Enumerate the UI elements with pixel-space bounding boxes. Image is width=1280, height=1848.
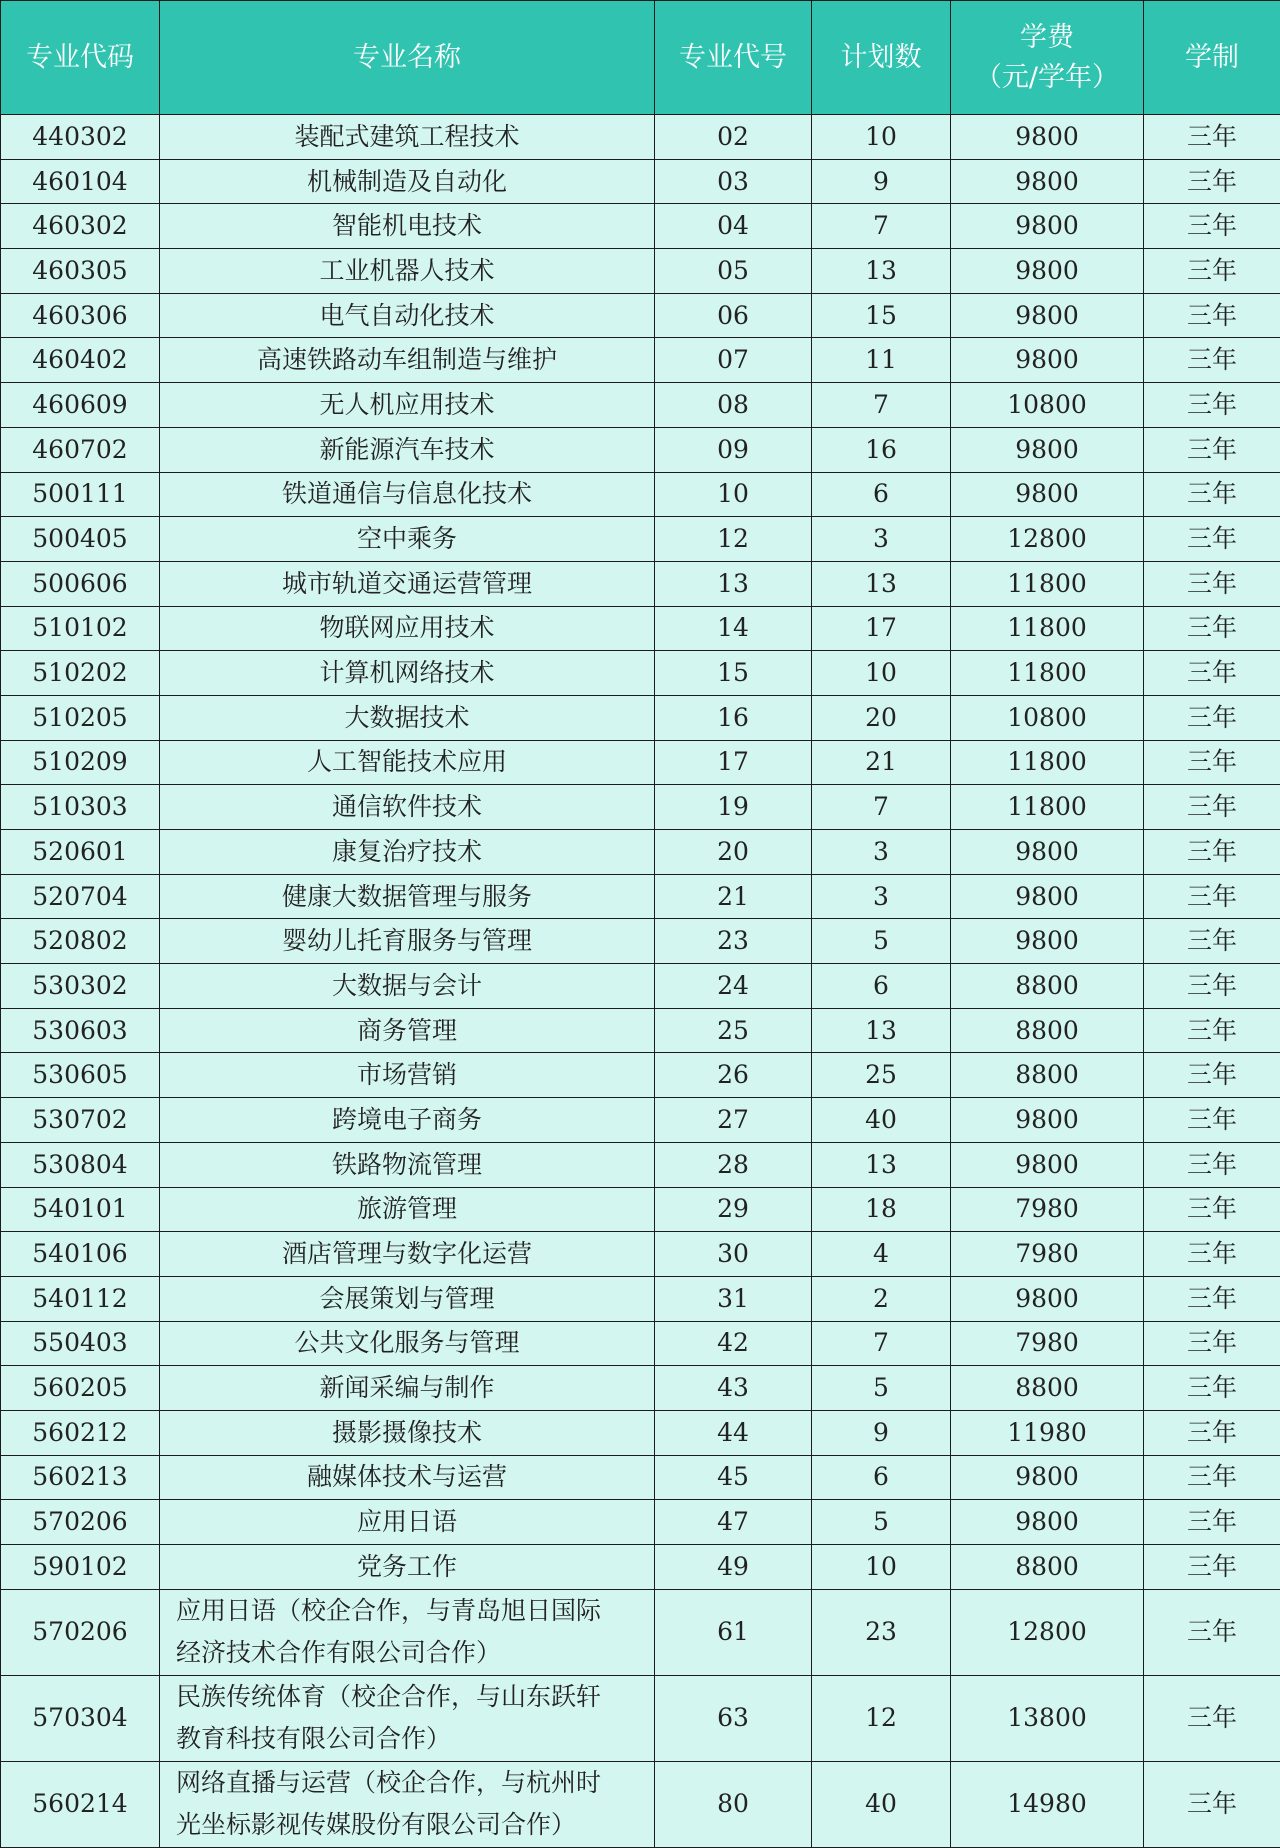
major-code-cell: 460104 — [1, 159, 160, 204]
major-name-cell — [160, 1589, 655, 1675]
table-row — [1, 159, 1280, 204]
major-name-cell: 旅游管理 — [160, 1187, 655, 1232]
tuition-cell: 8800 — [951, 964, 1144, 1009]
header-tuition-unit: （元/学年） — [951, 58, 1143, 98]
major-number-cell: 43 — [655, 1366, 812, 1411]
table-row — [1, 293, 1280, 338]
major-code-cell: 560212 — [1, 1410, 160, 1455]
major-name-cell: 大数据与会计 — [160, 964, 655, 1009]
major-name-cell: 商务管理 — [160, 1008, 655, 1053]
major-name-cell: 电气自动化技术 — [160, 293, 655, 338]
plan-count-cell: 13 — [812, 1142, 951, 1187]
duration-cell: 三年 — [1144, 1098, 1280, 1143]
tuition-cell: 9800 — [951, 1276, 1144, 1321]
duration-cell: 三年 — [1144, 561, 1280, 606]
table-row — [1, 517, 1280, 562]
major-code-cell: 500606 — [1, 561, 160, 606]
major-code-cell: 440302 — [1, 115, 160, 160]
major-code-cell: 460302 — [1, 204, 160, 249]
major-name-cell: 康复治疗技术 — [160, 830, 655, 875]
major-name-line-2: 教育科技有限公司合作） — [176, 1718, 640, 1760]
plan-count-cell: 20 — [812, 695, 951, 740]
major-code-cell: 500405 — [1, 517, 160, 562]
header-row — [1, 1, 1280, 115]
major-code-cell: 540101 — [1, 1187, 160, 1232]
tuition-cell: 9800 — [951, 293, 1144, 338]
plan-count-cell: 2 — [812, 1276, 951, 1321]
tuition-cell: 8800 — [951, 1053, 1144, 1098]
major-number-cell: 14 — [655, 606, 812, 651]
major-number-cell: 02 — [655, 115, 812, 160]
major-number-cell: 16 — [655, 695, 812, 740]
plan-count-cell: 10 — [812, 1545, 951, 1590]
major-code-cell: 570206 — [1, 1500, 160, 1545]
plan-count-cell: 23 — [812, 1589, 951, 1675]
major-number-cell: 26 — [655, 1053, 812, 1098]
plan-count-cell: 9 — [812, 1410, 951, 1455]
table-row — [1, 1321, 1280, 1366]
major-code-cell: 500111 — [1, 472, 160, 517]
table-row — [1, 1142, 1280, 1187]
table-row — [1, 1098, 1280, 1143]
duration-cell: 三年 — [1144, 1455, 1280, 1500]
plan-count-cell: 4 — [812, 1232, 951, 1277]
major-name-cell: 城市轨道交通运营管理 — [160, 561, 655, 606]
major-code-cell: 510202 — [1, 651, 160, 696]
tuition-cell: 9800 — [951, 159, 1144, 204]
tuition-cell: 9800 — [951, 830, 1144, 875]
major-number-cell: 63 — [655, 1675, 812, 1761]
duration-cell: 三年 — [1144, 517, 1280, 562]
tuition-cell: 7980 — [951, 1187, 1144, 1232]
duration-cell: 三年 — [1144, 740, 1280, 785]
major-number-cell: 44 — [655, 1410, 812, 1455]
tuition-cell: 14980 — [951, 1761, 1144, 1847]
duration-cell: 三年 — [1144, 383, 1280, 428]
major-number-cell: 10 — [655, 472, 812, 517]
plan-count-cell: 7 — [812, 1321, 951, 1366]
plan-count-cell: 11 — [812, 338, 951, 383]
table-row — [1, 561, 1280, 606]
major-number-cell: 20 — [655, 830, 812, 875]
major-name-cell — [160, 1761, 655, 1847]
table-row — [1, 427, 1280, 472]
major-code-cell: 530702 — [1, 1098, 160, 1143]
major-name-cell: 摄影摄像技术 — [160, 1410, 655, 1455]
major-number-cell: 28 — [655, 1142, 812, 1187]
major-number-cell: 25 — [655, 1008, 812, 1053]
duration-cell: 三年 — [1144, 1142, 1280, 1187]
major-code-cell: 460306 — [1, 293, 160, 338]
table-row — [1, 874, 1280, 919]
table-row — [1, 785, 1280, 830]
major-name-cell: 酒店管理与数字化运营 — [160, 1232, 655, 1277]
duration-cell: 三年 — [1144, 1008, 1280, 1053]
duration-cell: 三年 — [1144, 830, 1280, 875]
duration-cell: 三年 — [1144, 1500, 1280, 1545]
table-row — [1, 1187, 1280, 1232]
major-name-line-2: 光坐标影视传媒股份有限公司合作） — [176, 1804, 640, 1846]
table-row — [1, 606, 1280, 651]
plan-count-cell: 17 — [812, 606, 951, 651]
table-row — [1, 472, 1280, 517]
table-header — [1, 1, 1280, 115]
major-number-cell: 24 — [655, 964, 812, 1009]
table-row — [1, 1366, 1280, 1411]
duration-cell: 三年 — [1144, 651, 1280, 696]
plan-count-cell: 7 — [812, 383, 951, 428]
major-code-cell: 590102 — [1, 1545, 160, 1590]
tuition-cell: 9800 — [951, 874, 1144, 919]
major-code-cell: 560213 — [1, 1455, 160, 1500]
table-row — [1, 651, 1280, 696]
major-number-cell: 23 — [655, 919, 812, 964]
major-code-cell: 540112 — [1, 1276, 160, 1321]
duration-cell: 三年 — [1144, 606, 1280, 651]
table-row — [1, 383, 1280, 428]
plan-count-cell: 16 — [812, 427, 951, 472]
plan-count-cell: 10 — [812, 115, 951, 160]
major-code-cell: 520601 — [1, 830, 160, 875]
major-number-cell: 09 — [655, 427, 812, 472]
major-name-line-1: 民族传统体育（校企合作，与山东跃轩 — [176, 1676, 640, 1718]
tuition-cell: 10800 — [951, 695, 1144, 740]
plan-count-cell: 7 — [812, 204, 951, 249]
plan-count-cell: 7 — [812, 785, 951, 830]
tuition-cell: 9800 — [951, 472, 1144, 517]
tuition-cell: 9800 — [951, 204, 1144, 249]
table-row — [1, 1053, 1280, 1098]
tuition-cell: 9800 — [951, 1455, 1144, 1500]
table-row — [1, 204, 1280, 249]
major-name-cell: 公共文化服务与管理 — [160, 1321, 655, 1366]
major-name-cell: 婴幼儿托育服务与管理 — [160, 919, 655, 964]
plan-count-cell: 25 — [812, 1053, 951, 1098]
major-code-cell: 520802 — [1, 919, 160, 964]
major-code-cell: 550403 — [1, 1321, 160, 1366]
major-name-cell: 市场营销 — [160, 1053, 655, 1098]
duration-cell: 三年 — [1144, 1053, 1280, 1098]
major-number-cell: 27 — [655, 1098, 812, 1143]
tuition-cell: 11800 — [951, 740, 1144, 785]
plan-count-cell: 21 — [812, 740, 951, 785]
tuition-cell: 9800 — [951, 919, 1144, 964]
tuition-cell: 9800 — [951, 115, 1144, 160]
major-number-cell: 47 — [655, 1500, 812, 1545]
major-name-cell: 工业机器人技术 — [160, 249, 655, 294]
major-code-cell: 530804 — [1, 1142, 160, 1187]
table-row — [1, 919, 1280, 964]
tuition-cell: 11800 — [951, 561, 1144, 606]
duration-cell: 三年 — [1144, 1410, 1280, 1455]
major-name-cell: 高速铁路动车组制造与维护 — [160, 338, 655, 383]
table-row — [1, 1008, 1280, 1053]
plan-count-cell: 6 — [812, 964, 951, 1009]
duration-cell: 三年 — [1144, 695, 1280, 740]
major-number-cell: 03 — [655, 159, 812, 204]
major-name-cell: 智能机电技术 — [160, 204, 655, 249]
major-code-cell: 460305 — [1, 249, 160, 294]
major-name-cell: 会展策划与管理 — [160, 1276, 655, 1321]
table-row — [1, 1276, 1280, 1321]
plan-count-cell: 10 — [812, 651, 951, 696]
major-code-cell: 510209 — [1, 740, 160, 785]
major-number-cell: 19 — [655, 785, 812, 830]
major-name-cell: 铁路物流管理 — [160, 1142, 655, 1187]
duration-cell: 三年 — [1144, 919, 1280, 964]
major-number-cell: 29 — [655, 1187, 812, 1232]
tuition-cell: 9800 — [951, 1500, 1144, 1545]
major-name-cell: 铁道通信与信息化技术 — [160, 472, 655, 517]
major-number-cell: 13 — [655, 561, 812, 606]
major-name-cell: 人工智能技术应用 — [160, 740, 655, 785]
major-code-cell: 460402 — [1, 338, 160, 383]
table-row — [1, 338, 1280, 383]
major-name-cell: 新能源汽车技术 — [160, 427, 655, 472]
major-code-cell: 510102 — [1, 606, 160, 651]
major-number-cell: 45 — [655, 1455, 812, 1500]
major-name-cell: 党务工作 — [160, 1545, 655, 1590]
major-code-cell: 570206 — [1, 1589, 160, 1675]
major-number-cell: 31 — [655, 1276, 812, 1321]
table-row — [1, 1500, 1280, 1545]
major-number-cell: 12 — [655, 517, 812, 562]
major-name-cell: 装配式建筑工程技术 — [160, 115, 655, 160]
tuition-cell: 11980 — [951, 1410, 1144, 1455]
major-code-cell: 460702 — [1, 427, 160, 472]
plan-count-cell: 6 — [812, 1455, 951, 1500]
duration-cell: 三年 — [1144, 1366, 1280, 1411]
duration-cell: 三年 — [1144, 159, 1280, 204]
tuition-cell: 7980 — [951, 1321, 1144, 1366]
table-row — [1, 249, 1280, 294]
table-row — [1, 830, 1280, 875]
plan-count-cell: 13 — [812, 561, 951, 606]
duration-cell: 三年 — [1144, 1589, 1280, 1675]
tuition-cell: 12800 — [951, 1589, 1144, 1675]
tuition-cell: 8800 — [951, 1008, 1144, 1053]
tuition-cell: 9800 — [951, 1142, 1144, 1187]
table-body — [1, 115, 1280, 1848]
table-row — [1, 1455, 1280, 1500]
tuition-cell: 11800 — [951, 606, 1144, 651]
major-number-cell: 06 — [655, 293, 812, 338]
plan-count-cell: 5 — [812, 1366, 951, 1411]
major-number-cell: 30 — [655, 1232, 812, 1277]
duration-cell: 三年 — [1144, 1276, 1280, 1321]
plan-count-cell: 3 — [812, 874, 951, 919]
duration-cell: 三年 — [1144, 964, 1280, 1009]
header-tuition — [951, 1, 1144, 115]
tuition-cell: 10800 — [951, 383, 1144, 428]
major-name-cell: 大数据技术 — [160, 695, 655, 740]
duration-cell: 三年 — [1144, 338, 1280, 383]
major-number-cell: 21 — [655, 874, 812, 919]
plan-count-cell: 13 — [812, 1008, 951, 1053]
major-code-cell: 520704 — [1, 874, 160, 919]
tuition-cell: 8800 — [951, 1545, 1144, 1590]
major-number-cell: 07 — [655, 338, 812, 383]
duration-cell: 三年 — [1144, 249, 1280, 294]
major-name-cell — [160, 1675, 655, 1761]
header-major-number: 专业代号 — [655, 1, 812, 115]
duration-cell: 三年 — [1144, 1187, 1280, 1232]
table-row — [1, 1410, 1280, 1455]
major-name-cell: 机械制造及自动化 — [160, 159, 655, 204]
major-name-cell: 融媒体技术与运营 — [160, 1455, 655, 1500]
plan-count-cell: 5 — [812, 1500, 951, 1545]
major-number-cell: 15 — [655, 651, 812, 696]
plan-count-cell: 3 — [812, 830, 951, 875]
duration-cell: 三年 — [1144, 874, 1280, 919]
major-name-cell: 无人机应用技术 — [160, 383, 655, 428]
major-name-cell: 健康大数据管理与服务 — [160, 874, 655, 919]
duration-cell: 三年 — [1144, 472, 1280, 517]
table-row — [1, 115, 1280, 160]
plan-count-cell: 15 — [812, 293, 951, 338]
tuition-cell: 9800 — [951, 249, 1144, 294]
major-name-line-2: 经济技术合作有限公司合作） — [176, 1632, 640, 1674]
major-code-cell: 560214 — [1, 1761, 160, 1847]
duration-cell: 三年 — [1144, 785, 1280, 830]
major-code-cell: 460609 — [1, 383, 160, 428]
duration-cell: 三年 — [1144, 293, 1280, 338]
table-row-partnership — [1, 1675, 1280, 1761]
major-number-cell: 05 — [655, 249, 812, 294]
major-code-cell: 510303 — [1, 785, 160, 830]
plan-count-cell: 5 — [812, 919, 951, 964]
header-tuition-label: 学费 — [951, 18, 1143, 58]
tuition-cell: 13800 — [951, 1675, 1144, 1761]
plan-count-cell: 40 — [812, 1761, 951, 1847]
table-row — [1, 964, 1280, 1009]
plan-count-cell: 40 — [812, 1098, 951, 1143]
major-name-cell: 跨境电子商务 — [160, 1098, 655, 1143]
tuition-cell: 7980 — [951, 1232, 1144, 1277]
tuition-cell: 11800 — [951, 651, 1144, 696]
duration-cell: 三年 — [1144, 115, 1280, 160]
major-code-cell: 530302 — [1, 964, 160, 1009]
table-row — [1, 740, 1280, 785]
major-number-cell: 04 — [655, 204, 812, 249]
major-name-cell: 计算机网络技术 — [160, 651, 655, 696]
table-row-partnership — [1, 1761, 1280, 1847]
major-code-cell: 530603 — [1, 1008, 160, 1053]
tuition-cell: 8800 — [951, 1366, 1144, 1411]
major-number-cell: 80 — [655, 1761, 812, 1847]
plan-count-cell: 6 — [812, 472, 951, 517]
header-major-name: 专业名称 — [160, 1, 655, 115]
tuition-cell: 11800 — [951, 785, 1144, 830]
duration-cell: 三年 — [1144, 1232, 1280, 1277]
plan-count-cell: 18 — [812, 1187, 951, 1232]
duration-cell: 三年 — [1144, 427, 1280, 472]
table-row — [1, 1545, 1280, 1590]
duration-cell: 三年 — [1144, 1761, 1280, 1847]
major-name-line-1: 应用日语（校企合作，与青岛旭日国际 — [176, 1590, 640, 1632]
header-duration: 学制 — [1144, 1, 1280, 115]
major-code-cell: 510205 — [1, 695, 160, 740]
major-number-cell: 49 — [655, 1545, 812, 1590]
major-number-cell: 42 — [655, 1321, 812, 1366]
plan-count-cell: 12 — [812, 1675, 951, 1761]
major-code-cell: 560205 — [1, 1366, 160, 1411]
major-name-cell: 新闻采编与制作 — [160, 1366, 655, 1411]
table-row — [1, 1232, 1280, 1277]
plan-count-cell: 3 — [812, 517, 951, 562]
major-number-cell: 08 — [655, 383, 812, 428]
major-code-cell: 570304 — [1, 1675, 160, 1761]
major-name-cell: 空中乘务 — [160, 517, 655, 562]
header-plan-count: 计划数 — [812, 1, 951, 115]
duration-cell: 三年 — [1144, 204, 1280, 249]
major-name-cell: 通信软件技术 — [160, 785, 655, 830]
tuition-cell: 9800 — [951, 338, 1144, 383]
duration-cell: 三年 — [1144, 1545, 1280, 1590]
major-name-cell: 物联网应用技术 — [160, 606, 655, 651]
major-code-cell: 530605 — [1, 1053, 160, 1098]
plan-count-cell: 13 — [812, 249, 951, 294]
table-row — [1, 695, 1280, 740]
major-code-cell: 540106 — [1, 1232, 160, 1277]
major-number-cell: 61 — [655, 1589, 812, 1675]
table-row-partnership — [1, 1589, 1280, 1675]
tuition-cell: 12800 — [951, 517, 1144, 562]
major-name-line-1: 网络直播与运营（校企合作，与杭州时 — [176, 1762, 640, 1804]
major-number-cell: 17 — [655, 740, 812, 785]
header-major-code: 专业代码 — [1, 1, 160, 115]
plan-count-cell: 9 — [812, 159, 951, 204]
major-name-cell: 应用日语 — [160, 1500, 655, 1545]
duration-cell: 三年 — [1144, 1675, 1280, 1761]
duration-cell: 三年 — [1144, 1321, 1280, 1366]
tuition-cell: 9800 — [951, 1098, 1144, 1143]
tuition-cell: 9800 — [951, 427, 1144, 472]
